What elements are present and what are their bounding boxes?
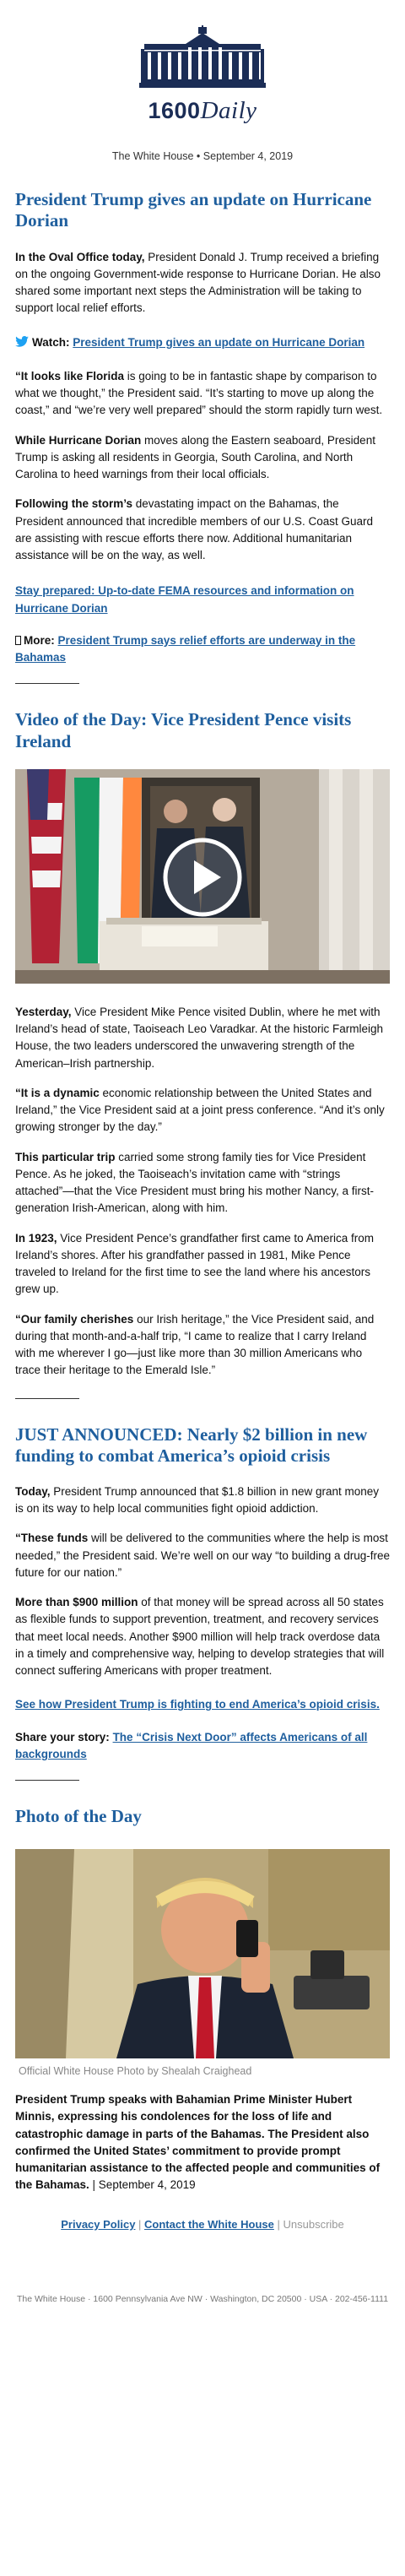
brand-word: Daily <box>200 97 257 124</box>
paragraph-text: Vice President Pence’s grandfather first came to America from Ireland’s shores. After his grandfather passed in 1981, Mike Pence traveled to Ireland for the first time to see the land where his ancestors grew up. <box>15 1231 374 1296</box>
paragraph-lead: In 1923, <box>15 1231 57 1245</box>
paragraph <box>15 1594 390 1679</box>
brand-number: 1600 <box>148 98 201 123</box>
paragraph <box>15 1311 390 1380</box>
fema-resources-link[interactable]: Stay prepared: Up-to-date FEMA resources and information on Hurricane Dorian <box>15 584 354 615</box>
footer-links <box>15 2216 390 2233</box>
paragraph-lead: Today, <box>15 1484 51 1498</box>
photo-caption: Official White House Photo by Shealah Craighead <box>19 2065 252 2078</box>
missing-glyph-icon <box>15 636 21 645</box>
section-divider <box>15 1780 79 1781</box>
section-title-hurricane: President Trump gives an update on Hurricane Dorian <box>15 189 372 231</box>
paragraph-lead: “It is a dynamic <box>15 1086 100 1099</box>
paragraph-text: Vice President Mike Pence visited Dublin, where he met with Ireland’s head of state, Taoiseach Leo Varadkar. At the historic Farmleigh House, the two leaders underscored the unwavering strength of the American–Irish partnership. <box>15 1005 384 1070</box>
paragraph <box>15 432 390 484</box>
paragraph <box>15 1149 390 1217</box>
share-label: Share your story: <box>15 1730 110 1744</box>
photo-of-the-day <box>15 1849 390 2058</box>
section-divider <box>15 1398 79 1399</box>
paragraph-lead: While Hurricane Dorian <box>15 433 142 447</box>
section-title-opioid: JUST ANNOUNCED: Nearly $2 billion in new funding to combat America’s opioid crisis <box>15 1424 368 1466</box>
contact-link[interactable]: Contact the White House <box>144 2217 274 2231</box>
paragraph-lead: “These funds <box>15 1532 89 1545</box>
paragraph <box>15 249 390 317</box>
paragraph-text: economic relationship between the United States and Ireland,” the Vice President said at a joint press conference. “And it’s only growing stronger by the day.” <box>15 1086 385 1134</box>
link-paragraph <box>15 583 390 617</box>
paragraph-lead: “It looks like Florida <box>15 369 125 382</box>
crisis-next-door-link[interactable]: The “Crisis Next Door” affects Americans of all backgrounds <box>15 1730 368 1760</box>
newsletter-content <box>0 189 405 2307</box>
paragraph-text: moves along the Eastern seaboard, President Trump is asking all residents in Georgia, South Carolina, and North Carolina to heed warnings from their local officials. <box>15 433 375 481</box>
more-line <box>15 632 390 667</box>
paragraph <box>15 496 390 564</box>
paragraph-text: President Trump announced that $1.8 billion in new grant money is on its way to help local communities fight opioid addiction. <box>15 1484 380 1516</box>
footer-separator: | <box>135 2217 145 2231</box>
link-paragraph <box>15 1696 390 1713</box>
paragraph-text: our Irish heritage,” the Vice President said, and during that month-and-a-half trip, “I came to realize that I carry Ireland with me wherever I go—just like more than 30 million Americans who trace their heritage to the Emerald Isle.” <box>15 1312 375 1377</box>
paragraph-text: President Donald J. Trump received a briefing on the ongoing Government-wide response to Hurricane Dorian. He also shared some important next steps the Administration will be taking to support local relief efforts. <box>15 250 381 315</box>
section-divider <box>15 683 79 684</box>
paragraph <box>15 1483 390 1518</box>
share-line <box>15 1729 390 1764</box>
paragraph-text: is going to be in fantastic shape by comparison to what we thought,” the President said. “It’s starting to move up along the coast,” and “we’re very well prepared” should the storm rapidly turn west. <box>15 369 383 417</box>
photo-scene-illustration <box>15 1849 390 2058</box>
paragraph-lead: This particular trip <box>15 1150 116 1163</box>
paragraph <box>15 1530 390 1581</box>
photo-description <box>15 2091 390 2194</box>
video-thumbnail[interactable] <box>15 769 390 984</box>
paragraph-text: devastating impact on the Bahamas, the President announced that incredible members of our U.S. Coast Guard are assisting with rescue efforts there now. Additional humanitarian assistance will be on the way, as well. <box>15 497 373 562</box>
twitter-bird-icon <box>15 336 29 347</box>
brand-wordmark <box>0 93 405 130</box>
paragraph <box>15 1230 390 1299</box>
paragraph-lead: More than $900 million <box>15 1596 138 1609</box>
paragraph <box>15 368 390 420</box>
more-label: More: <box>24 633 55 647</box>
privacy-policy-link[interactable]: Privacy Policy <box>61 2217 136 2231</box>
footer-address: The White House · 1600 Pennsylvania Ave NW · Washington, DC 20500 · USA · 202-456-1111 <box>16 2294 389 2305</box>
unsubscribe-link[interactable]: Unsubscribe <box>283 2217 344 2231</box>
watch-line <box>15 334 390 351</box>
watch-label: Watch: <box>32 335 70 349</box>
photo-date: | September 4, 2019 <box>89 2178 196 2192</box>
photo-description-text: President Trump speaks with Bahamian Prime Minister Hubert Minnis, expressing his condolences for the loss of life and catastrophic damage in parts of the Bahamas. The President also confirmed the United States’ commitment to provide prompt humanitarian assistance to the affected people and communities of the Bahamas. <box>15 2093 381 2192</box>
footer-separator: | <box>273 2217 284 2231</box>
section-title-video: Video of the Day: Vice President Pence visits Ireland <box>15 709 352 751</box>
bahamas-relief-link[interactable]: President Trump says relief efforts are underway in the Bahamas <box>15 633 356 664</box>
paragraph-text: will be delivered to the communities where the help is most needed,” the President said. We’re well on our way “to building a drug-free future for our nation.” <box>15 1532 390 1579</box>
white-house-logo-icon <box>139 25 266 89</box>
paragraph-lead: Yesterday, <box>15 1005 72 1018</box>
section-title-photo: Photo of the Day <box>15 1806 142 1827</box>
opioid-crisis-link[interactable]: See how President Trump is fighting to end America’s opioid crisis. <box>15 1698 380 1711</box>
play-icon[interactable] <box>162 837 243 918</box>
paragraph-lead: “Our family cherishes <box>15 1312 134 1326</box>
watch-hurricane-update-link[interactable]: President Trump gives an update on Hurricane Dorian <box>73 335 365 349</box>
paragraph-text: carried some strong family ties for Vice President Pence. As he joked, the Taoiseach’s invitation came with “strings attached”—that the Vice President must bring his mother Nancy, a first-generation Irish-American, along with him. <box>15 1150 374 1215</box>
paragraph-lead: Following the storm’s <box>15 497 133 511</box>
paragraph-text: of that money will be spread across all 50 states as flexible funds to support prevention, treatment, and recovery services that meet local needs. Another $900 million will help track overdose data in a timely and comprehensive way, helping to develop strategies that will connect suffering Americans with proper treatment. <box>15 1596 385 1678</box>
masthead <box>0 0 405 130</box>
paragraph <box>15 1085 390 1136</box>
paragraph-lead: In the Oval Office today, <box>15 250 145 263</box>
dateline: The White House • September 4, 2019 <box>111 149 294 162</box>
paragraph <box>15 1004 390 1072</box>
